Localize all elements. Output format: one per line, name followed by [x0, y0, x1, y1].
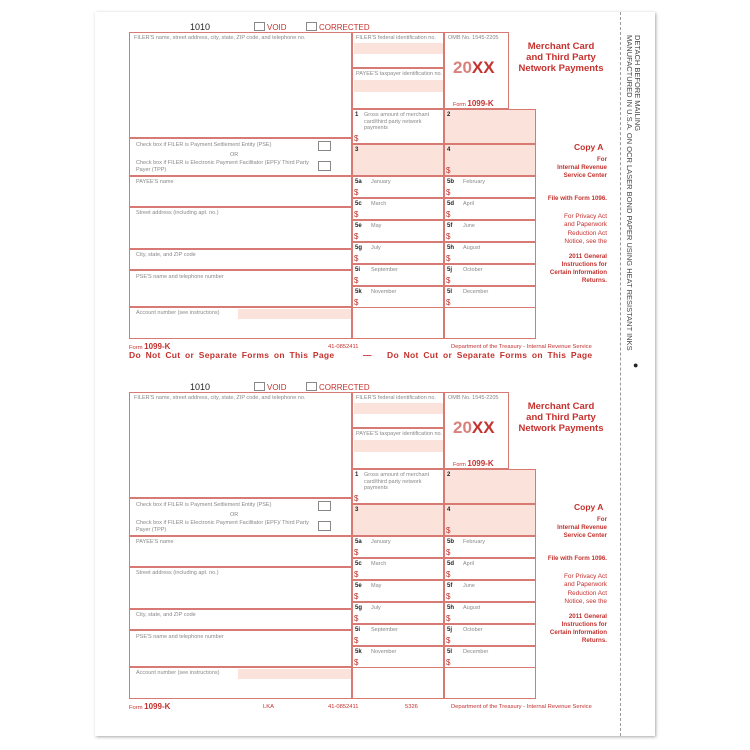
month-name: September	[371, 627, 398, 633]
month-name: June	[463, 583, 475, 589]
box3[interactable]	[352, 504, 444, 536]
epf-checkbox[interactable]	[318, 521, 331, 531]
month-dollar: $	[354, 254, 359, 263]
form-label	[453, 99, 494, 108]
tin-tint	[354, 440, 443, 452]
epf-check-label: Check box if FILER is Electronic Payment Facilitator (EPF)/ Third Party Payer (TPP)	[136, 520, 309, 533]
box3-num: 3	[355, 507, 359, 513]
month-box[interactable]	[352, 242, 444, 264]
form-copy-bottom	[0, 360, 750, 720]
month-dollar: $	[446, 188, 451, 197]
box2[interactable]	[444, 109, 536, 144]
month-name: January	[371, 179, 391, 185]
month-box[interactable]	[352, 624, 444, 646]
month-num: 5i	[355, 627, 361, 633]
month-dollar: $	[446, 548, 451, 557]
footer-cat-no: 41-0852411	[328, 344, 359, 350]
title-line3: Network Payments	[518, 422, 604, 434]
month-num: 5e	[355, 583, 362, 589]
month-num: 5l	[447, 649, 453, 655]
pse-check-label: Check box if FILER is Payment Settlement Entity (PSE)	[136, 502, 272, 508]
month-num: 5c	[355, 561, 362, 567]
month-num: 5i	[355, 267, 361, 273]
irs-line1: Internal Revenue	[557, 524, 607, 532]
month-name: April	[463, 201, 475, 207]
box1[interactable]	[352, 109, 444, 144]
filer-name-label: FILER'S name, street address, city, state, ZIP code, and telephone no.	[134, 35, 306, 41]
pse-name-box[interactable]	[129, 270, 352, 307]
year-suffix: XX	[471, 58, 495, 77]
form-1099k	[0, 0, 750, 360]
form-label	[453, 459, 494, 468]
month-dollar: $	[354, 188, 359, 197]
do-not-cut-left: Do Not Cut or Separate Forms on This Page	[129, 350, 335, 360]
month-num: 5h	[447, 245, 455, 251]
month-num: 5j	[447, 267, 453, 273]
month-num: 5h	[447, 605, 455, 611]
account-box[interactable]	[129, 667, 352, 699]
month-dollar: $	[446, 276, 451, 285]
month-dollar: $	[354, 570, 359, 579]
omb-box	[444, 392, 509, 469]
month-box[interactable]	[352, 176, 444, 198]
corrected-label: CORRECTED	[319, 23, 370, 32]
box1-dollar: $	[354, 494, 359, 503]
month-dollar: $	[354, 548, 359, 557]
month-name: May	[371, 583, 382, 589]
footer-form-name: 1099-K	[144, 342, 171, 351]
month-dollar: $	[354, 232, 359, 241]
year-prefix: 20	[453, 418, 472, 437]
month-name: November	[371, 649, 397, 655]
month-dollar: $	[446, 210, 451, 219]
tax-year	[453, 58, 495, 78]
month-dollar: $	[354, 298, 359, 307]
privacy-text	[530, 213, 607, 246]
month-num: 5j	[447, 627, 453, 633]
month-dollar: $	[446, 570, 451, 579]
filer-fed-id-box[interactable]	[352, 392, 444, 428]
month-dollar: $	[354, 592, 359, 601]
general-line1: 2011 General	[568, 253, 607, 260]
irs-instructions	[530, 156, 607, 180]
irs-line2: Service Center	[563, 532, 607, 540]
privacy-line2: and Paperwork	[564, 221, 607, 229]
do-not-cut-right: Do Not Cut or Separate Forms on This Page	[387, 350, 593, 360]
city-label: City, state, and ZIP code	[136, 252, 196, 258]
payee-tin-label: PAYEE'S taxpayer identification no.	[356, 431, 443, 437]
month-box[interactable]	[352, 536, 444, 558]
city-label: City, state, and ZIP code	[136, 612, 196, 618]
footer-form-name: 1099-K	[144, 702, 171, 711]
payee-tin-box[interactable]	[352, 68, 444, 109]
pse-checkbox[interactable]	[318, 501, 331, 511]
form-code: 1010	[190, 22, 211, 32]
box4-dollar: $	[446, 166, 451, 175]
payee-name-label: PAYEE'S name	[136, 179, 174, 185]
month-name: October	[463, 627, 483, 633]
year-suffix: XX	[471, 418, 495, 437]
month-num: 5f	[447, 223, 453, 229]
box3-num: 3	[355, 147, 359, 153]
month-dollar: $	[354, 636, 359, 645]
pse-name-label: PSE'S name and telephone number	[136, 274, 224, 280]
general-instructions	[520, 253, 607, 285]
pse-checkbox[interactable]	[318, 141, 331, 151]
month-dollar: $	[446, 254, 451, 263]
box1[interactable]	[352, 469, 444, 504]
corrected-label: CORRECTED	[319, 383, 370, 392]
filer-fed-id-box[interactable]	[352, 32, 444, 68]
copy-a-label: Copy A	[574, 142, 604, 152]
month-box[interactable]	[352, 558, 444, 580]
or-label: OR	[230, 512, 239, 518]
month-dollar: $	[354, 614, 359, 623]
box1-dollar: $	[354, 134, 359, 143]
footer-form-word: Form	[129, 705, 143, 711]
box1-label: Gross amount of merchant card/third party network payments	[364, 112, 430, 132]
blank-box-left	[352, 307, 444, 339]
epf-checkbox[interactable]	[318, 161, 331, 171]
month-box[interactable]	[352, 602, 444, 624]
month-box[interactable]	[352, 198, 444, 220]
box4[interactable]	[444, 504, 536, 536]
box1-num: 1	[355, 472, 359, 478]
account-label: Account number (see instructions)	[136, 670, 220, 676]
street-label: Street address (including apt. no.)	[136, 570, 219, 576]
filer-name-box[interactable]	[129, 32, 352, 138]
filer-name-label: FILER'S name, street address, city, state, ZIP code, and telephone no.	[134, 395, 306, 401]
general-line3: Certain Information	[549, 629, 607, 637]
tax-year	[453, 418, 495, 438]
corrected-checkbox[interactable]	[306, 22, 317, 31]
filer-fed-id-label: FILER'S federal identification no.	[356, 35, 436, 41]
blank-box-right	[444, 667, 536, 699]
title-line1: Merchant Card	[527, 401, 595, 412]
form-1099k	[0, 360, 750, 720]
filer-type-box	[129, 138, 352, 176]
void-label: VOID	[267, 23, 287, 32]
account-tint	[238, 309, 351, 319]
box4-num: 4	[447, 507, 451, 513]
or-label: OR	[230, 152, 239, 158]
month-name: January	[371, 539, 391, 545]
form-title	[512, 42, 610, 75]
month-box[interactable]	[444, 198, 536, 220]
irs-instructions	[530, 516, 607, 540]
month-name: May	[371, 223, 382, 229]
form-title	[512, 402, 610, 435]
box1-label: Gross amount of merchant card/third party network payments	[364, 472, 430, 492]
month-name: July	[371, 245, 381, 251]
month-dollar: $	[446, 614, 451, 623]
month-num: 5l	[447, 289, 453, 295]
account-box[interactable]	[129, 307, 352, 339]
month-num: 5k	[355, 289, 362, 295]
month-num: 5k	[355, 649, 362, 655]
blank-box-right	[444, 307, 536, 339]
month-num: 5c	[355, 201, 362, 207]
void-label: VOID	[267, 383, 287, 392]
account-label: Account number (see instructions)	[136, 310, 220, 316]
month-box[interactable]	[352, 264, 444, 286]
general-line1: 2011 General	[568, 613, 607, 620]
month-name: August	[463, 245, 481, 251]
void-checkbox[interactable]	[254, 22, 265, 31]
street-box[interactable]	[129, 207, 352, 249]
box4-dollar: $	[446, 526, 451, 535]
month-dollar: $	[446, 636, 451, 645]
month-num: 5f	[447, 583, 453, 589]
title-line3: Network Payments	[518, 62, 604, 74]
omb-box	[444, 32, 509, 109]
account-tint	[238, 669, 351, 679]
street-box[interactable]	[129, 567, 352, 609]
form-name: 1099-K	[467, 459, 494, 468]
payee-name-box[interactable]	[129, 176, 352, 207]
footer-dept: Department of the Treasury - Internal Revenue Service	[451, 344, 592, 350]
month-dollar: $	[446, 658, 451, 667]
month-num: 5g	[355, 605, 363, 611]
footer-lka: LKA	[263, 704, 274, 710]
month-num: 5b	[447, 179, 455, 185]
general-line2: Instructions for	[561, 621, 607, 629]
year-prefix: 20	[453, 58, 472, 77]
box2-num: 2	[447, 472, 451, 478]
month-dollar: $	[446, 232, 451, 241]
box4-num: 4	[447, 147, 451, 153]
privacy-line2: and Paperwork	[564, 581, 607, 589]
detach-text: DETACH BEFORE MAILING	[633, 35, 642, 132]
privacy-line1: For Privacy Act	[564, 573, 607, 580]
street-label: Street address (including apt. no.)	[136, 210, 219, 216]
month-num: 5a	[355, 539, 362, 545]
general-line3: Certain Information	[549, 269, 607, 277]
form-word: Form	[453, 462, 466, 468]
month-dollar: $	[354, 658, 359, 667]
city-box[interactable]	[129, 609, 352, 630]
irs-line1: Internal Revenue	[557, 164, 607, 172]
month-num: 5b	[447, 539, 455, 545]
month-dollar: $	[354, 210, 359, 219]
month-dollar: $	[446, 298, 451, 307]
footer-5326: 5326	[405, 704, 418, 710]
month-num: 5a	[355, 179, 362, 185]
general-line4: Returns.	[581, 277, 607, 285]
general-line2: Instructions for	[561, 261, 607, 269]
month-box[interactable]	[444, 536, 536, 558]
form-code: 1010	[190, 382, 211, 392]
footer-form-word: Form	[129, 345, 143, 351]
month-box[interactable]	[444, 220, 536, 242]
file-with-text: File with Form 1096.	[547, 555, 607, 562]
general-instructions	[520, 613, 607, 645]
month-box[interactable]	[444, 176, 536, 198]
month-name: December	[463, 289, 489, 295]
title-line2: and Third Party	[526, 411, 596, 423]
month-name: September	[371, 267, 398, 273]
file-with-text: File with Form 1096.	[547, 195, 607, 202]
privacy-line4: Notice, see the	[564, 597, 607, 605]
month-box[interactable]	[444, 580, 536, 602]
footer-dept: Department of the Treasury - Internal Revenue Service	[451, 704, 592, 710]
pse-check-label: Check box if FILER is Payment Settlement Entity (PSE)	[136, 142, 272, 148]
month-num: 5g	[355, 245, 363, 251]
general-line4: Returns.	[581, 637, 607, 645]
form-copy-top	[0, 0, 750, 360]
box1-num: 1	[355, 112, 359, 118]
month-num: 5d	[447, 561, 455, 567]
blank-box-left	[352, 667, 444, 699]
month-name: November	[371, 289, 397, 295]
month-box[interactable]	[352, 646, 444, 668]
month-name: April	[463, 561, 475, 567]
month-name: July	[371, 605, 381, 611]
fed-id-tint	[354, 403, 443, 414]
filer-type-box	[129, 498, 352, 536]
fed-id-tint	[354, 43, 443, 54]
irs-line2: Service Center	[563, 172, 607, 180]
title-line1: Merchant Card	[527, 41, 595, 52]
privacy-line1: For Privacy Act	[564, 213, 607, 220]
payee-name-label: PAYEE'S name	[136, 539, 174, 545]
box2[interactable]	[444, 469, 536, 504]
month-box[interactable]	[444, 646, 536, 668]
corrected-checkbox[interactable]	[306, 382, 317, 391]
manufactured-text: MANUFACTURED IN U.S.A. ON OCR LASER BOND PAPER USING HEAT RESISTANT INKS	[625, 35, 634, 351]
month-name: October	[463, 267, 483, 273]
payee-tin-box[interactable]	[352, 428, 444, 469]
month-box[interactable]	[352, 580, 444, 602]
pse-name-box[interactable]	[129, 630, 352, 667]
month-name: February	[463, 179, 486, 185]
do-not-cut-dash: —	[363, 350, 372, 360]
month-num: 5e	[355, 223, 362, 229]
month-dollar: $	[446, 592, 451, 601]
void-checkbox[interactable]	[254, 382, 265, 391]
form-name: 1099-K	[467, 99, 494, 108]
month-dollar: $	[354, 276, 359, 285]
payee-name-box[interactable]	[129, 536, 352, 567]
privacy-line4: Notice, see the	[564, 237, 607, 245]
month-num: 5d	[447, 201, 455, 207]
filer-name-box[interactable]	[129, 392, 352, 498]
footer-cat-no: 41-0852411	[328, 704, 359, 710]
title-line2: and Third Party	[526, 51, 596, 63]
privacy-line3: Reduction Act	[567, 229, 607, 237]
form-word: Form	[453, 102, 466, 108]
for-text: For	[597, 156, 607, 163]
filer-fed-id-label: FILER'S federal identification no.	[356, 395, 436, 401]
box2-num: 2	[447, 112, 451, 118]
omb-label: OMB No. 1545-2205	[448, 395, 499, 401]
for-text: For	[597, 516, 607, 523]
pse-name-label: PSE'S name and telephone number	[136, 634, 224, 640]
month-box[interactable]	[352, 220, 444, 242]
footer-form	[129, 702, 170, 711]
privacy-text	[530, 573, 607, 606]
bullet-dot: ●	[633, 360, 639, 370]
month-name: August	[463, 605, 481, 611]
month-name: June	[463, 223, 475, 229]
omb-label: OMB No. 1545-2205	[448, 35, 499, 41]
box3[interactable]	[352, 144, 444, 176]
month-name: December	[463, 649, 489, 655]
copy-a-label: Copy A	[574, 502, 604, 512]
month-name: March	[371, 201, 387, 207]
privacy-line3: Reduction Act	[567, 589, 607, 597]
month-name: March	[371, 561, 387, 567]
month-box[interactable]	[444, 558, 536, 580]
city-box[interactable]	[129, 249, 352, 270]
payee-tin-label: PAYEE'S taxpayer identification no.	[356, 71, 443, 77]
month-box[interactable]	[352, 286, 444, 308]
box4[interactable]	[444, 144, 536, 176]
month-box[interactable]	[444, 286, 536, 308]
epf-check-label: Check box if FILER is Electronic Payment Facilitator (EPF)/ Third Party Payer (TPP)	[136, 160, 309, 173]
tin-tint	[354, 80, 443, 92]
month-name: February	[463, 539, 486, 545]
